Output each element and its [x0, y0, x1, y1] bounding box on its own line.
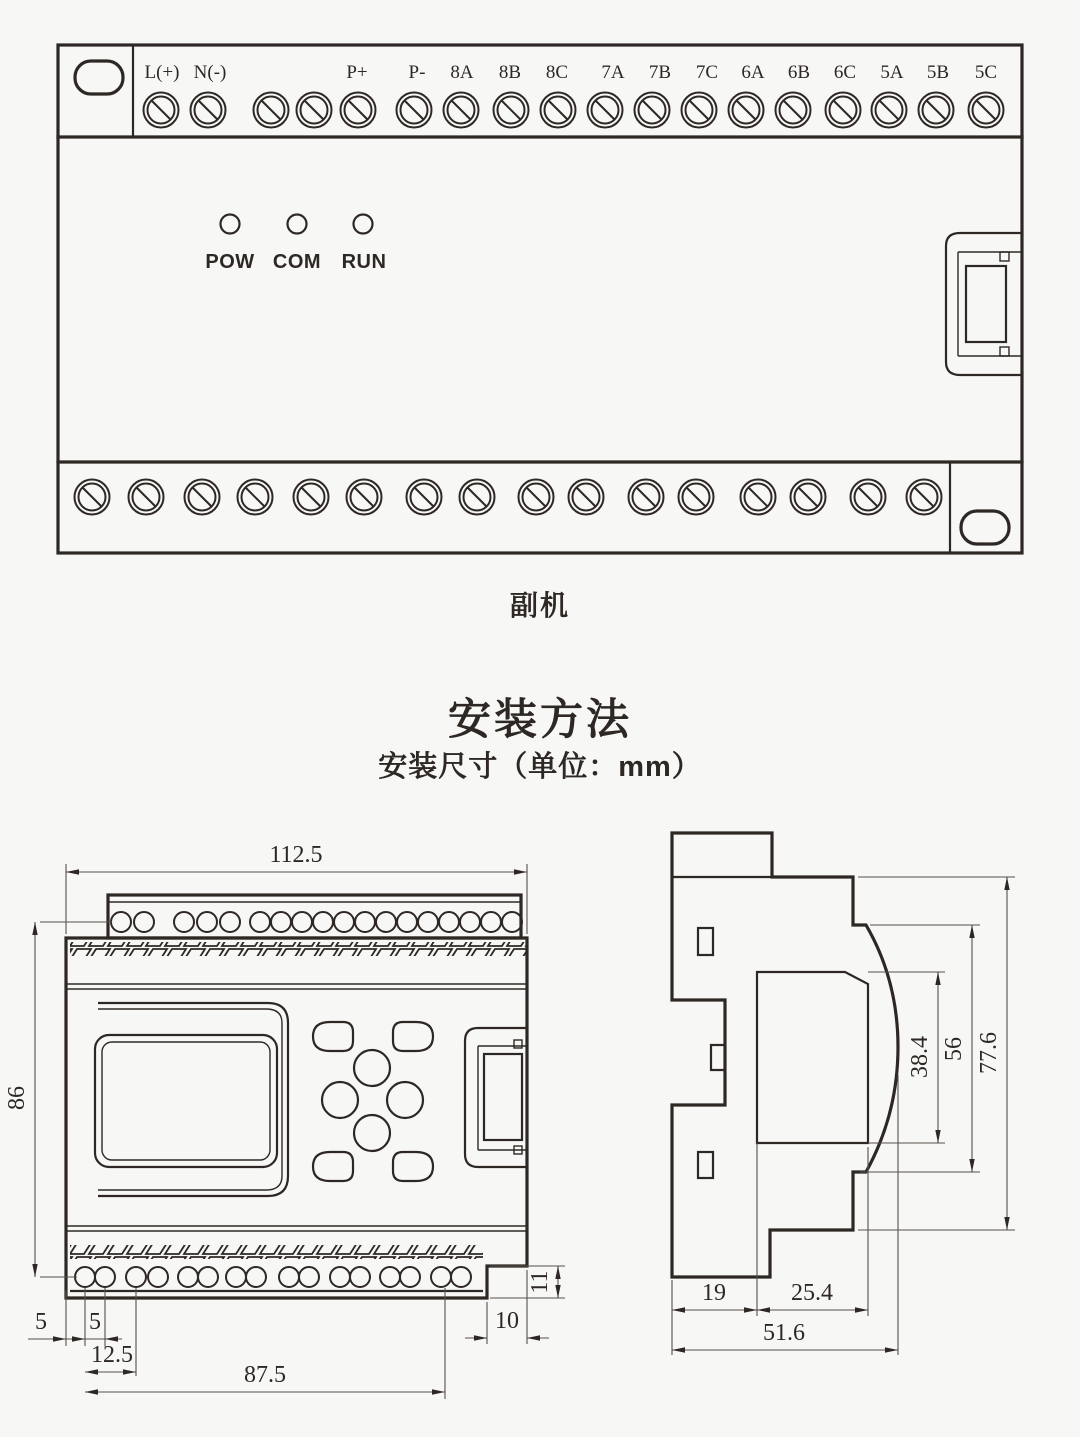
side-view-drawing	[672, 833, 1015, 1355]
dim-right-step-width: 10	[495, 1308, 519, 1334]
comm-port	[946, 233, 1021, 375]
vent-slots-top	[70, 942, 527, 956]
dim-panel-height: 38.4	[907, 1036, 933, 1078]
install-subtitle: 安装尺寸（单位：mm）	[378, 751, 702, 783]
dim-total-depth: 51.6	[763, 1320, 805, 1346]
terminal-label: 8A	[450, 62, 474, 83]
dim-right-step-height: 11	[527, 1270, 553, 1294]
terminal-label: 5A	[880, 62, 904, 83]
terminal-label: 8C	[545, 62, 569, 83]
front-view-comm-port	[465, 1028, 527, 1167]
bottom-terminal-screws	[75, 480, 942, 515]
pow-led-icon	[221, 215, 240, 234]
device-housing	[58, 45, 1022, 553]
dim-hole-pitch: 5	[89, 1309, 101, 1335]
terminal-label: 5C	[974, 62, 998, 83]
dim-total-height: 77.6	[976, 1032, 1002, 1074]
dim-edge-to-hole: 5	[35, 1309, 47, 1335]
device-caption: 副机	[509, 591, 570, 622]
run-led-icon	[354, 215, 373, 234]
terminal-label: 7B	[648, 62, 672, 83]
vent-slots-bottom	[70, 1245, 483, 1259]
terminal-label: 5B	[926, 62, 950, 83]
install-title: 安装方法	[448, 696, 632, 744]
front-top-holes	[111, 912, 522, 932]
terminal-label: P-	[408, 62, 426, 83]
front-bottom-holes	[75, 1267, 471, 1287]
terminal-label: L(+)	[144, 62, 180, 83]
terminal-label: 7A	[601, 62, 625, 83]
din-clip-tab-bottom	[961, 511, 1009, 544]
installation-dimension-drawings	[0, 780, 1080, 1437]
com-led-icon	[288, 215, 307, 234]
terminal-label: 6C	[833, 62, 857, 83]
terminal-label: 8B	[498, 62, 522, 83]
keypad-buttons	[313, 1022, 433, 1181]
din-clip-tab-top	[75, 61, 123, 94]
dim-hole-span-large: 87.5	[244, 1362, 286, 1388]
dim-height-left: 86	[4, 1086, 30, 1110]
pow-label: POW	[205, 251, 255, 273]
dim-width-top: 112.5	[269, 842, 323, 868]
run-label: RUN	[341, 251, 387, 273]
com-label: COM	[272, 251, 322, 273]
dim-body-height: 56	[941, 1037, 967, 1061]
lcd-window	[95, 1035, 277, 1167]
status-leds	[205, 215, 386, 274]
side-view-dimensions	[672, 877, 1015, 1355]
terminal-label: 7C	[695, 62, 719, 83]
top-terminal-labels	[145, 62, 998, 83]
terminal-label: N(-)	[193, 62, 227, 83]
terminal-label: 6A	[741, 62, 765, 83]
dim-hole-span-small: 12.5	[91, 1342, 133, 1368]
terminal-label: 6B	[787, 62, 811, 83]
top-terminal-screws	[144, 93, 1004, 128]
terminal-label: P+	[346, 62, 368, 83]
dim-front-depth: 25.4	[791, 1280, 833, 1306]
front-view-drawing	[4, 842, 565, 1399]
slave-unit-diagram	[0, 0, 1080, 580]
dim-clip-depth: 19	[702, 1280, 726, 1306]
